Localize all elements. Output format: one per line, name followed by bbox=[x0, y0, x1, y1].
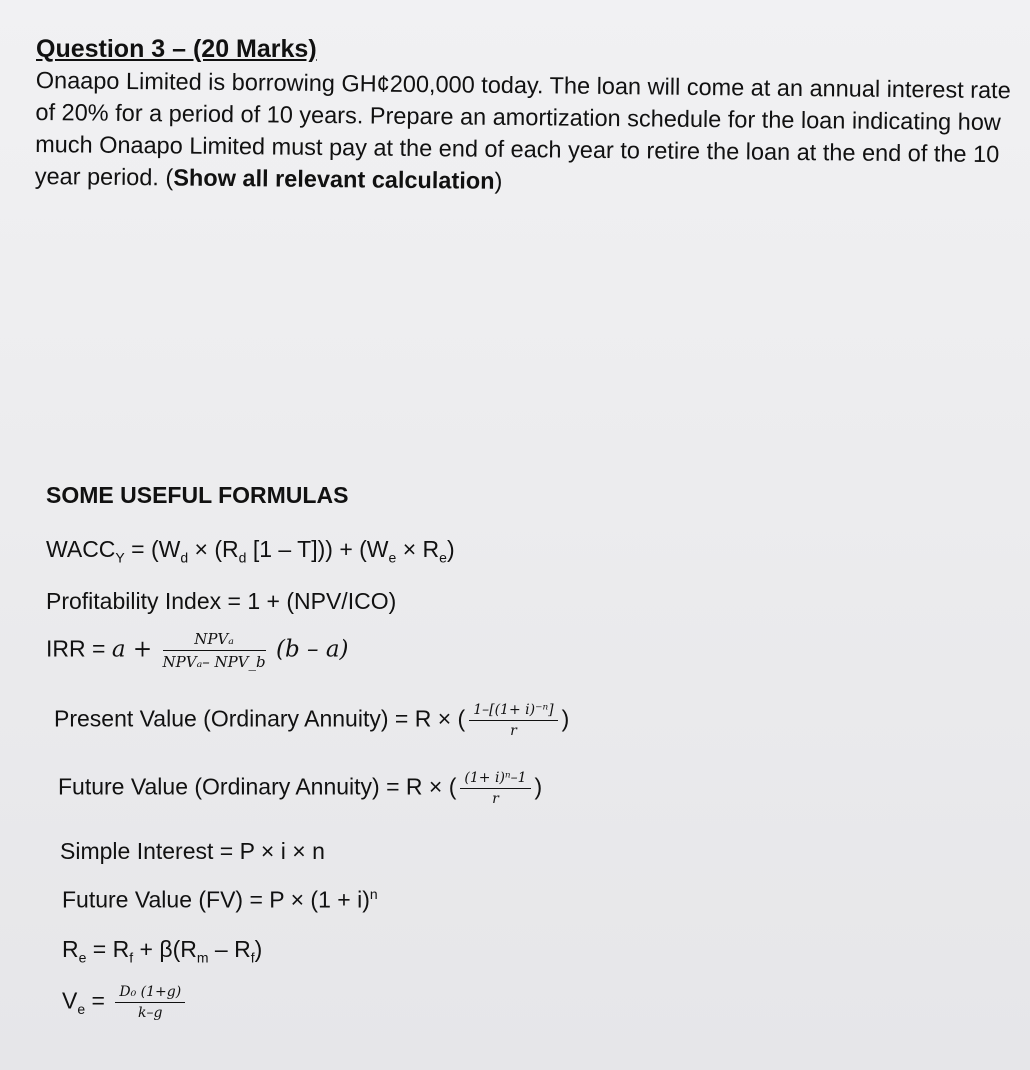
wacc-sub-d: d bbox=[180, 549, 189, 566]
gordon-lhs: V bbox=[62, 987, 78, 1014]
wacc-part-1: = (W bbox=[124, 536, 181, 562]
irr-denominator: NPVₐ– NPV_b bbox=[162, 653, 266, 671]
irr-lhs: IRR = bbox=[46, 635, 112, 662]
capm-r: R bbox=[62, 936, 79, 962]
wacc-sub-d2: d bbox=[238, 549, 247, 566]
formula-gordon bbox=[62, 984, 189, 1021]
fv-annuity-label: Future Value (Ordinary Annuity) = R × ( bbox=[58, 773, 457, 800]
irr-tail: (b – a) bbox=[276, 636, 349, 663]
fv-annuity-fraction bbox=[460, 770, 530, 807]
irr-fraction bbox=[163, 630, 266, 671]
wacc-part-4: × R bbox=[396, 536, 440, 562]
formula-pv-annuity bbox=[54, 702, 569, 739]
capm-minus: – R bbox=[208, 936, 251, 962]
pv-annuity-denominator: r bbox=[510, 723, 517, 739]
formula-capm bbox=[62, 936, 262, 966]
pv-annuity-label: Present Value (Ordinary Annuity) = R × ( bbox=[54, 705, 466, 732]
question-body bbox=[35, 64, 1011, 202]
wacc-end: ) bbox=[446, 536, 455, 562]
formula-wacc bbox=[46, 536, 455, 566]
fv-annuity-numerator: (1+ i)ⁿ–1 bbox=[460, 770, 530, 789]
formula-irr bbox=[46, 630, 349, 671]
capm-sub-f2: f bbox=[250, 949, 255, 966]
question-title: Question 3 – (20 Marks) bbox=[36, 35, 317, 63]
fv-annuity-denominator: r bbox=[492, 791, 499, 807]
fv-annuity-close: ) bbox=[534, 773, 543, 800]
pv-annuity-fraction bbox=[469, 702, 557, 739]
wacc-sub-y: Y bbox=[115, 549, 125, 566]
question-body-end: ) bbox=[494, 167, 503, 194]
irr-a-plus: a + bbox=[111, 636, 153, 663]
formula-profitability-index: Profitability Index = 1 + (NPV/ICO) bbox=[46, 588, 397, 614]
capm-eq: = R bbox=[86, 936, 130, 962]
pv-annuity-numerator: 1–[(1+ i)⁻ⁿ] bbox=[469, 702, 557, 721]
formulas-heading: SOME USEFUL FORMULAS bbox=[46, 482, 349, 508]
fv-label: Future Value (FV) = P × (1 + i) bbox=[62, 886, 370, 913]
fv-exponent: n bbox=[369, 886, 378, 902]
capm-close: ) bbox=[254, 936, 263, 962]
gordon-fraction bbox=[115, 984, 185, 1021]
gordon-numerator: D₀ (1+g) bbox=[115, 984, 185, 1003]
capm-sub-m: m bbox=[196, 949, 209, 966]
irr-numerator: NPVₐ bbox=[163, 630, 266, 651]
wacc-sub-e: e bbox=[388, 549, 397, 566]
question-body-bold: Show all relevant calculation bbox=[173, 164, 495, 194]
capm-sub-f: f bbox=[129, 949, 134, 966]
formula-future-value bbox=[62, 886, 378, 914]
formula-simple-interest: Simple Interest = P × i × n bbox=[60, 838, 325, 864]
capm-sub-e: e bbox=[78, 949, 87, 966]
wacc-part-3: [1 – T])) + (W bbox=[246, 536, 389, 562]
question-block bbox=[36, 34, 1011, 192]
formula-fv-annuity bbox=[58, 770, 542, 807]
wacc-sub-e2: e bbox=[439, 549, 447, 566]
pv-annuity-close: ) bbox=[561, 705, 570, 732]
question-body-intro: Onaapo Limited is borrowing GH¢200,000 today. The loan will come at an annual interest rate of 20% for a period of 10 years. Prepare an amortization schedule for the loan indicating how much Onaapo Limited must pay at the end of each year to retire the loan at the end of the 10 year period. ( bbox=[34, 66, 1011, 191]
gordon-eq: = bbox=[85, 987, 105, 1014]
wacc-part-2: × (R bbox=[188, 536, 239, 562]
capm-beta: + β(R bbox=[133, 936, 197, 962]
gordon-denominator: k–g bbox=[138, 1005, 163, 1021]
gordon-sub-e: e bbox=[77, 1001, 86, 1018]
wacc-prefix: WACC bbox=[46, 536, 116, 562]
